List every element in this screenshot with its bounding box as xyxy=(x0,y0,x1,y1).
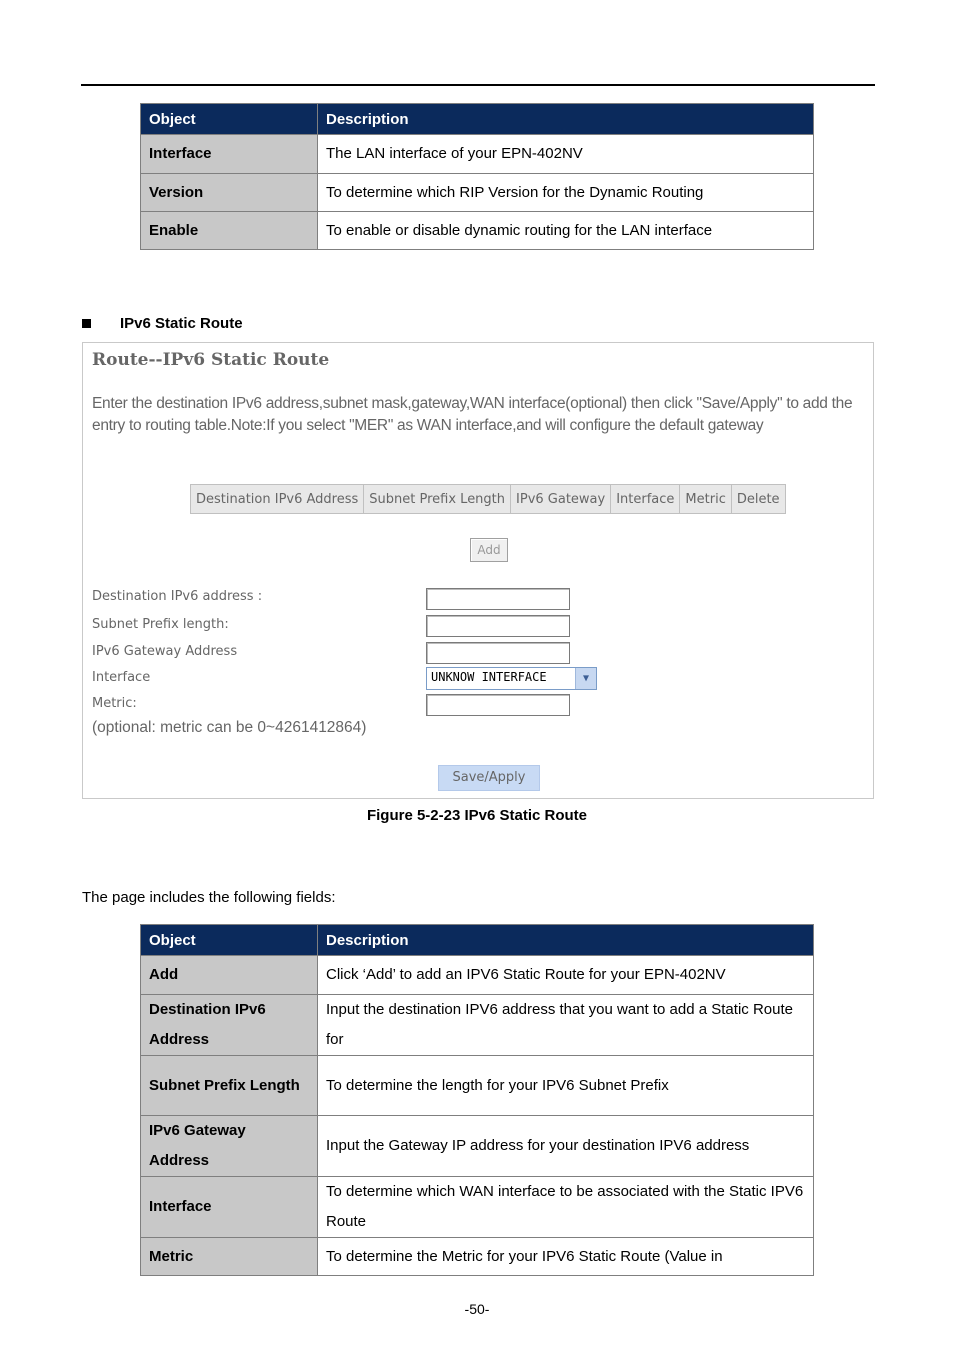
save-apply-button[interactable]: Save/Apply xyxy=(438,765,540,791)
table-header-description: Description xyxy=(318,104,814,135)
table-row-description: To enable or disable dynamic routing for the LAN interface xyxy=(318,212,814,250)
prefix-length-label: Subnet Prefix length: xyxy=(92,617,229,632)
table-row-object: Destination IPv6 Address xyxy=(141,995,318,1056)
table-row-object: Subnet Prefix Length xyxy=(141,1056,318,1116)
table-row-description: To determine which WAN interface to be associated with the Static IPV6 Route xyxy=(318,1177,814,1238)
rip-object-table xyxy=(140,103,814,250)
gateway-address-label: IPv6 Gateway Address xyxy=(92,644,238,659)
gateway-address-input[interactable] xyxy=(426,642,570,664)
interface-label: Interface xyxy=(92,670,151,685)
table-row-object: Interface xyxy=(141,135,318,174)
ipv6-static-route-screenshot xyxy=(82,342,874,799)
intro-paragraph: The page includes the following fields: xyxy=(82,889,336,906)
route-col-gateway: IPv6 Gateway xyxy=(511,485,611,514)
table-row-description: To determine the length for your IPV6 Subnet Prefix xyxy=(318,1056,814,1116)
table-row-object: IPv6 Gateway Address xyxy=(141,1116,318,1177)
route-col-metric: Metric xyxy=(680,485,731,514)
table-row-description: Click ‘Add’ to add an IPV6 Static Route for your EPN-402NV xyxy=(318,956,814,995)
page-number: -50- xyxy=(464,1301,490,1317)
metric-note: (optional: metric can be 0~4261412864) xyxy=(92,719,367,736)
interface-select-value: UNKNOW INTERFACE xyxy=(431,670,547,684)
table-header-object: Object xyxy=(141,925,318,956)
table-row-description: To determine the Metric for your IPV6 Static Route (Value in xyxy=(318,1238,814,1276)
metric-input[interactable] xyxy=(426,694,570,716)
table-row-description: Input the Gateway IP address for your destination IPV6 address xyxy=(318,1116,814,1177)
route-intro-text: Enter the destination IPv6 address,subnet mask,gateway,WAN interface(optional) then click "Save/Apply" to add the entry to routing table.Note:If you select "MER" as WAN interface,and will configure the default gateway xyxy=(92,395,853,434)
route-table xyxy=(190,484,786,514)
route-col-delete: Delete xyxy=(731,485,785,514)
route-col-destination: Destination IPv6 Address xyxy=(191,485,364,514)
dest-address-label: Destination IPv6 address : xyxy=(92,589,263,604)
section-title: IPv6 Static Route xyxy=(120,315,243,332)
table-row-description: The LAN interface of your EPN-402NV xyxy=(318,135,814,174)
prefix-length-input[interactable] xyxy=(426,615,570,637)
table-row-object: Metric xyxy=(141,1238,318,1276)
header-rule xyxy=(81,84,875,86)
route-page-title: Route--IPv6 Static Route xyxy=(92,350,330,370)
table-row-description: Input the destination IPV6 address that you want to add a Static Route for xyxy=(318,995,814,1056)
interface-select[interactable] xyxy=(426,667,597,690)
table-row-object: Add xyxy=(141,956,318,995)
section-heading xyxy=(82,315,243,332)
table-row-description: To determine which RIP Version for the Dynamic Routing xyxy=(318,174,814,212)
dest-address-input[interactable] xyxy=(426,588,570,610)
fields-object-table xyxy=(140,924,814,1276)
add-button[interactable]: Add xyxy=(470,538,508,562)
route-col-prefix: Subnet Prefix Length xyxy=(364,485,511,514)
metric-label: Metric: xyxy=(92,696,137,711)
table-header-description: Description xyxy=(318,925,814,956)
route-col-interface: Interface xyxy=(611,485,680,514)
table-row-object: Version xyxy=(141,174,318,212)
figure-caption: Figure 5-2-23 IPv6 Static Route xyxy=(366,807,588,824)
bullet-square-icon xyxy=(82,319,91,328)
table-row-object: Interface xyxy=(141,1177,318,1238)
table-row-object: Enable xyxy=(141,212,318,250)
table-header-object: Object xyxy=(141,104,318,135)
chevron-down-icon[interactable]: ▼ xyxy=(575,668,596,689)
